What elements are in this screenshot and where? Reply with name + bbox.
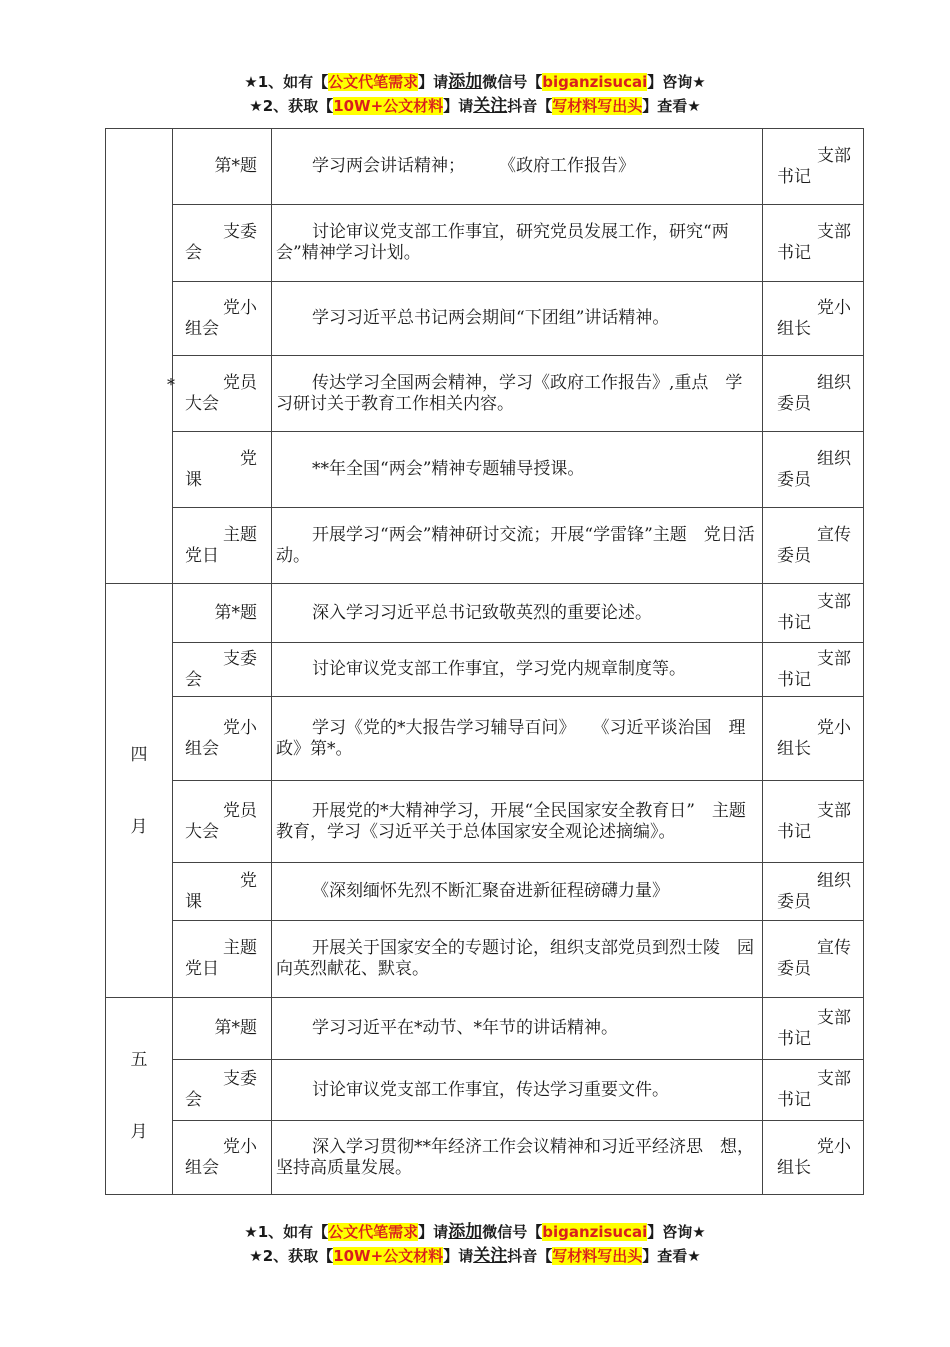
responsible-line-1: 组织: [817, 372, 851, 393]
activity-type-cell: [173, 697, 272, 781]
study-plan-table: [105, 128, 864, 1195]
activity-content-cell: [272, 921, 763, 998]
activity-content-cell: [272, 863, 763, 921]
table-row: [106, 697, 864, 781]
activity-content: 深入学习贯彻**年经济工作会议精神和习近平经济思 想，坚持高质量发展。: [276, 1136, 754, 1178]
activity-type-cell: [173, 432, 272, 508]
table-row: [106, 584, 864, 643]
activity-type-line-2: 组会: [185, 318, 219, 339]
responsible-line-2: 组长: [777, 318, 811, 339]
activity-content-cell: [272, 508, 763, 584]
banner-text: 微信号【: [482, 1223, 543, 1241]
activity-content-cell: [272, 781, 763, 863]
responsible-line-1: 组织: [817, 448, 851, 469]
activity-type-line-2: 会: [185, 669, 202, 690]
responsible-line-1: 支部: [817, 1007, 851, 1028]
responsible-cell: [763, 356, 864, 432]
activity-type-line-2: 组会: [185, 1157, 219, 1178]
activity-content-cell: [272, 1060, 763, 1121]
responsible-cell: [763, 584, 864, 643]
banner-highlight: 10W+公文材料: [333, 1247, 444, 1265]
activity-type-cell: [173, 584, 272, 643]
activity-content-cell: [272, 282, 763, 356]
activity-type-cell: [167, 356, 272, 432]
activity-content-cell: [272, 205, 763, 282]
responsible-line-2: 书记: [777, 821, 811, 842]
activity-type-line-2: 组会: [185, 738, 219, 759]
responsible-line-1: 支部: [817, 648, 851, 669]
responsible-cell: [763, 432, 864, 508]
activity-type-line-1: 党员: [223, 800, 257, 821]
activity-content-cell: [272, 432, 763, 508]
activity-content: 讨论审议党支部工作事宜，传达学习重要文件。: [312, 1079, 669, 1100]
wechat-id[interactable]: biganzisucai: [542, 1223, 648, 1241]
activity-content-cell: [272, 129, 763, 205]
responsible-line-2: 组长: [777, 1157, 811, 1178]
responsible-line-2: 书记: [777, 1090, 811, 1110]
banner-text: 】咨询★: [647, 1223, 706, 1241]
activity-type-cell: [173, 863, 272, 921]
banner-text: 】请: [443, 97, 474, 115]
activity-type-line-2: 会: [185, 1090, 202, 1110]
responsible-cell: [763, 781, 864, 863]
douyin-account[interactable]: 写材料写出头: [552, 97, 643, 115]
activity-type-cell: [173, 508, 272, 584]
activity-content: 《深刻缅怀先烈不断汇聚奋进新征程磅礴力量》: [312, 881, 669, 901]
banner-text: 】查看★: [642, 1247, 701, 1265]
month-cell: [106, 584, 173, 998]
activity-content-cell: [272, 643, 763, 697]
activity-type-line-1: 党: [240, 448, 257, 469]
activity-type-cell: [173, 1121, 272, 1195]
table-row: [106, 921, 864, 998]
table-row: [106, 1060, 864, 1121]
responsible-cell: [763, 697, 864, 781]
activity-type-line-2: 党日: [185, 545, 219, 566]
responsible-cell: [763, 1121, 864, 1195]
responsible-cell: [763, 998, 864, 1060]
banner-text: ★1、如有【: [244, 73, 329, 91]
month-label: 月: [130, 816, 148, 837]
activity-type-line-1: 第*题: [214, 156, 257, 176]
activity-type-line-1: 党小: [223, 297, 257, 318]
activity-type-cell: [173, 781, 272, 863]
activity-content: 学习两会讲话精神； 《政府工作报告》: [312, 156, 635, 176]
table-row: [106, 863, 864, 921]
month-cell: [106, 998, 173, 1195]
responsible-cell: [763, 282, 864, 356]
responsible-cell: [763, 921, 864, 998]
responsible-line-2: 委员: [777, 545, 811, 566]
activity-type-line-2: 会: [185, 243, 202, 263]
bottom-banner: [0, 1220, 950, 1268]
banner-text: 】咨询★: [647, 73, 706, 91]
table-row: [106, 508, 864, 584]
activity-content-cell: [272, 356, 763, 432]
month-cell: [106, 129, 173, 584]
table-row: [106, 356, 864, 432]
activity-type-line-1: 党小: [223, 1136, 257, 1157]
banner-text: ★1、如有【: [244, 1223, 329, 1241]
activity-content-cell: [272, 1121, 763, 1195]
activity-type-line-1: 第*题: [214, 602, 257, 623]
banner-highlight: 公文代笔需求: [328, 73, 419, 91]
activity-content: 传达学习全国两会精神，学习《政府工作报告》,重点 学习研讨关于教育工作相关内容。: [276, 372, 743, 414]
activity-content: 讨论审议党支部工作事宜，学习党内规章制度等。: [312, 659, 686, 679]
table-row: [106, 129, 864, 205]
activity-type-line-2: 大会: [185, 393, 219, 414]
activity-content: 学习《党的*大报告学习辅导百问》 《习近平谈治国 理政》第*。: [276, 717, 746, 759]
banner-text: 】请: [418, 1223, 449, 1241]
responsible-line-1: 组织: [817, 870, 851, 891]
activity-content: 开展党的*大精神学习，开展“全民国家安全教育日” 主题教育，学习《习近平关于总体国家安全观论述摘编》。: [276, 800, 746, 842]
responsible-line-2: 书记: [777, 243, 811, 263]
table-row: [106, 998, 864, 1060]
responsible-line-1: 支部: [817, 1069, 851, 1089]
banner-highlight: 10W+公文材料: [333, 97, 444, 115]
banner-text: 】请: [443, 1247, 474, 1265]
table-row: [106, 282, 864, 356]
month-label: 五: [130, 1050, 148, 1070]
table-row: [106, 781, 864, 863]
table-row: [106, 432, 864, 508]
activity-type-cell: [173, 1060, 272, 1121]
activity-type-line-1: 支委: [223, 1069, 257, 1089]
banner-emphasis: 关注: [473, 1246, 508, 1266]
activity-content: 学习习近平在*动节、*年节的讲话精神。: [312, 1018, 618, 1038]
responsible-cell: [763, 863, 864, 921]
activity-type-line-1: 党: [240, 870, 257, 891]
month-label: 月: [130, 1122, 148, 1142]
activity-content-cell: [272, 998, 763, 1060]
responsible-line-2: 书记: [777, 1028, 811, 1049]
activity-type-cell: [173, 643, 272, 697]
table-row: [106, 643, 864, 697]
banner-emphasis: 添加: [448, 1222, 483, 1242]
activity-type-line-1: 主题: [223, 524, 257, 545]
banner-text: ★2、获取【: [249, 97, 334, 115]
banner-highlight: 公文代笔需求: [328, 1223, 419, 1241]
banner-text: 微信号【: [482, 73, 543, 91]
banner-line-1: [0, 70, 950, 94]
activity-content: **年全国“两会”精神专题辅导授课。: [312, 459, 585, 479]
activity-type-line-2: 大会: [185, 821, 219, 842]
banner-text: 】请: [418, 73, 449, 91]
top-banner: [0, 70, 950, 118]
responsible-line-2: 组长: [777, 738, 811, 759]
responsible-line-1: 党小: [817, 1136, 851, 1157]
activity-content: 讨论审议党支部工作事宜，研究党员发展工作，研究“两 会”精神学习计划。: [276, 222, 746, 263]
banner-text: 抖音【: [507, 97, 553, 115]
douyin-account[interactable]: 写材料写出头: [552, 1247, 643, 1265]
activity-type-line-1: 主题: [223, 938, 257, 958]
activity-type-line-1: 党员: [223, 372, 257, 393]
responsible-line-1: 党小: [817, 297, 851, 318]
responsible-line-1: 支部: [817, 592, 851, 612]
banner-line-2: [0, 1244, 950, 1268]
activity-type-cell: [173, 129, 272, 205]
activity-content: 开展学习“两会”精神研讨交流；开展“学雷锋”主题 党日活动。: [276, 524, 755, 566]
responsible-line-2: 委员: [777, 469, 811, 490]
activity-type-cell: [173, 998, 272, 1060]
table-row: [106, 205, 864, 282]
activity-type-line-1: 党小: [223, 717, 257, 738]
activity-content: 开展关于国家安全的专题讨论，组织支部党员到烈士陵 园向英烈献花、默哀。: [276, 938, 754, 979]
activity-type-cell: [173, 921, 272, 998]
responsible-line-1: 党小: [817, 717, 851, 738]
activity-type-line-2: 党日: [185, 959, 219, 979]
responsible-line-1: 宣传: [817, 938, 851, 958]
banner-line-2: [0, 94, 950, 118]
star-mark: *: [167, 375, 175, 394]
responsible-line-2: 委员: [777, 959, 811, 979]
activity-content: 学习习近平总书记两会期间“下团组”讲话精神。: [312, 308, 670, 328]
activity-content-cell: [272, 697, 763, 781]
responsible-cell: [763, 508, 864, 584]
activity-type-line-1: 第*题: [214, 1018, 257, 1038]
banner-emphasis: 添加: [448, 72, 483, 92]
wechat-id[interactable]: biganzisucai: [542, 73, 648, 91]
responsible-line-2: 书记: [777, 613, 811, 633]
responsible-line-1: 宣传: [817, 524, 851, 545]
activity-type-line-2: 课: [185, 469, 202, 490]
banner-emphasis: 关注: [473, 96, 508, 116]
month-label: 四: [130, 744, 148, 765]
banner-text: 】查看★: [642, 97, 701, 115]
banner-text: ★2、获取【: [249, 1247, 334, 1265]
responsible-line-1: 支部: [817, 800, 851, 821]
table-row: [106, 1121, 864, 1195]
responsible-cell: [763, 205, 864, 282]
banner-text: 抖音【: [507, 1247, 553, 1265]
responsible-line-2: 书记: [777, 166, 811, 187]
activity-type-line-1: 支委: [223, 648, 257, 669]
activity-content: 深入学习习近平总书记致敬英烈的重要论述。: [312, 602, 652, 623]
responsible-line-1: 支部: [817, 222, 851, 242]
activity-content-cell: [272, 584, 763, 643]
responsible-line-2: 书记: [777, 669, 811, 690]
activity-type-cell: [173, 205, 272, 282]
banner-line-1: [0, 1220, 950, 1244]
responsible-cell: [763, 129, 864, 205]
activity-type-cell: [173, 282, 272, 356]
responsible-line-2: 委员: [777, 891, 811, 912]
activity-type-line-1: 支委: [223, 222, 257, 242]
responsible-cell: [763, 643, 864, 697]
responsible-cell: [763, 1060, 864, 1121]
responsible-line-2: 委员: [777, 393, 811, 414]
activity-type-line-2: 课: [185, 891, 202, 912]
responsible-line-1: 支部: [817, 145, 851, 166]
